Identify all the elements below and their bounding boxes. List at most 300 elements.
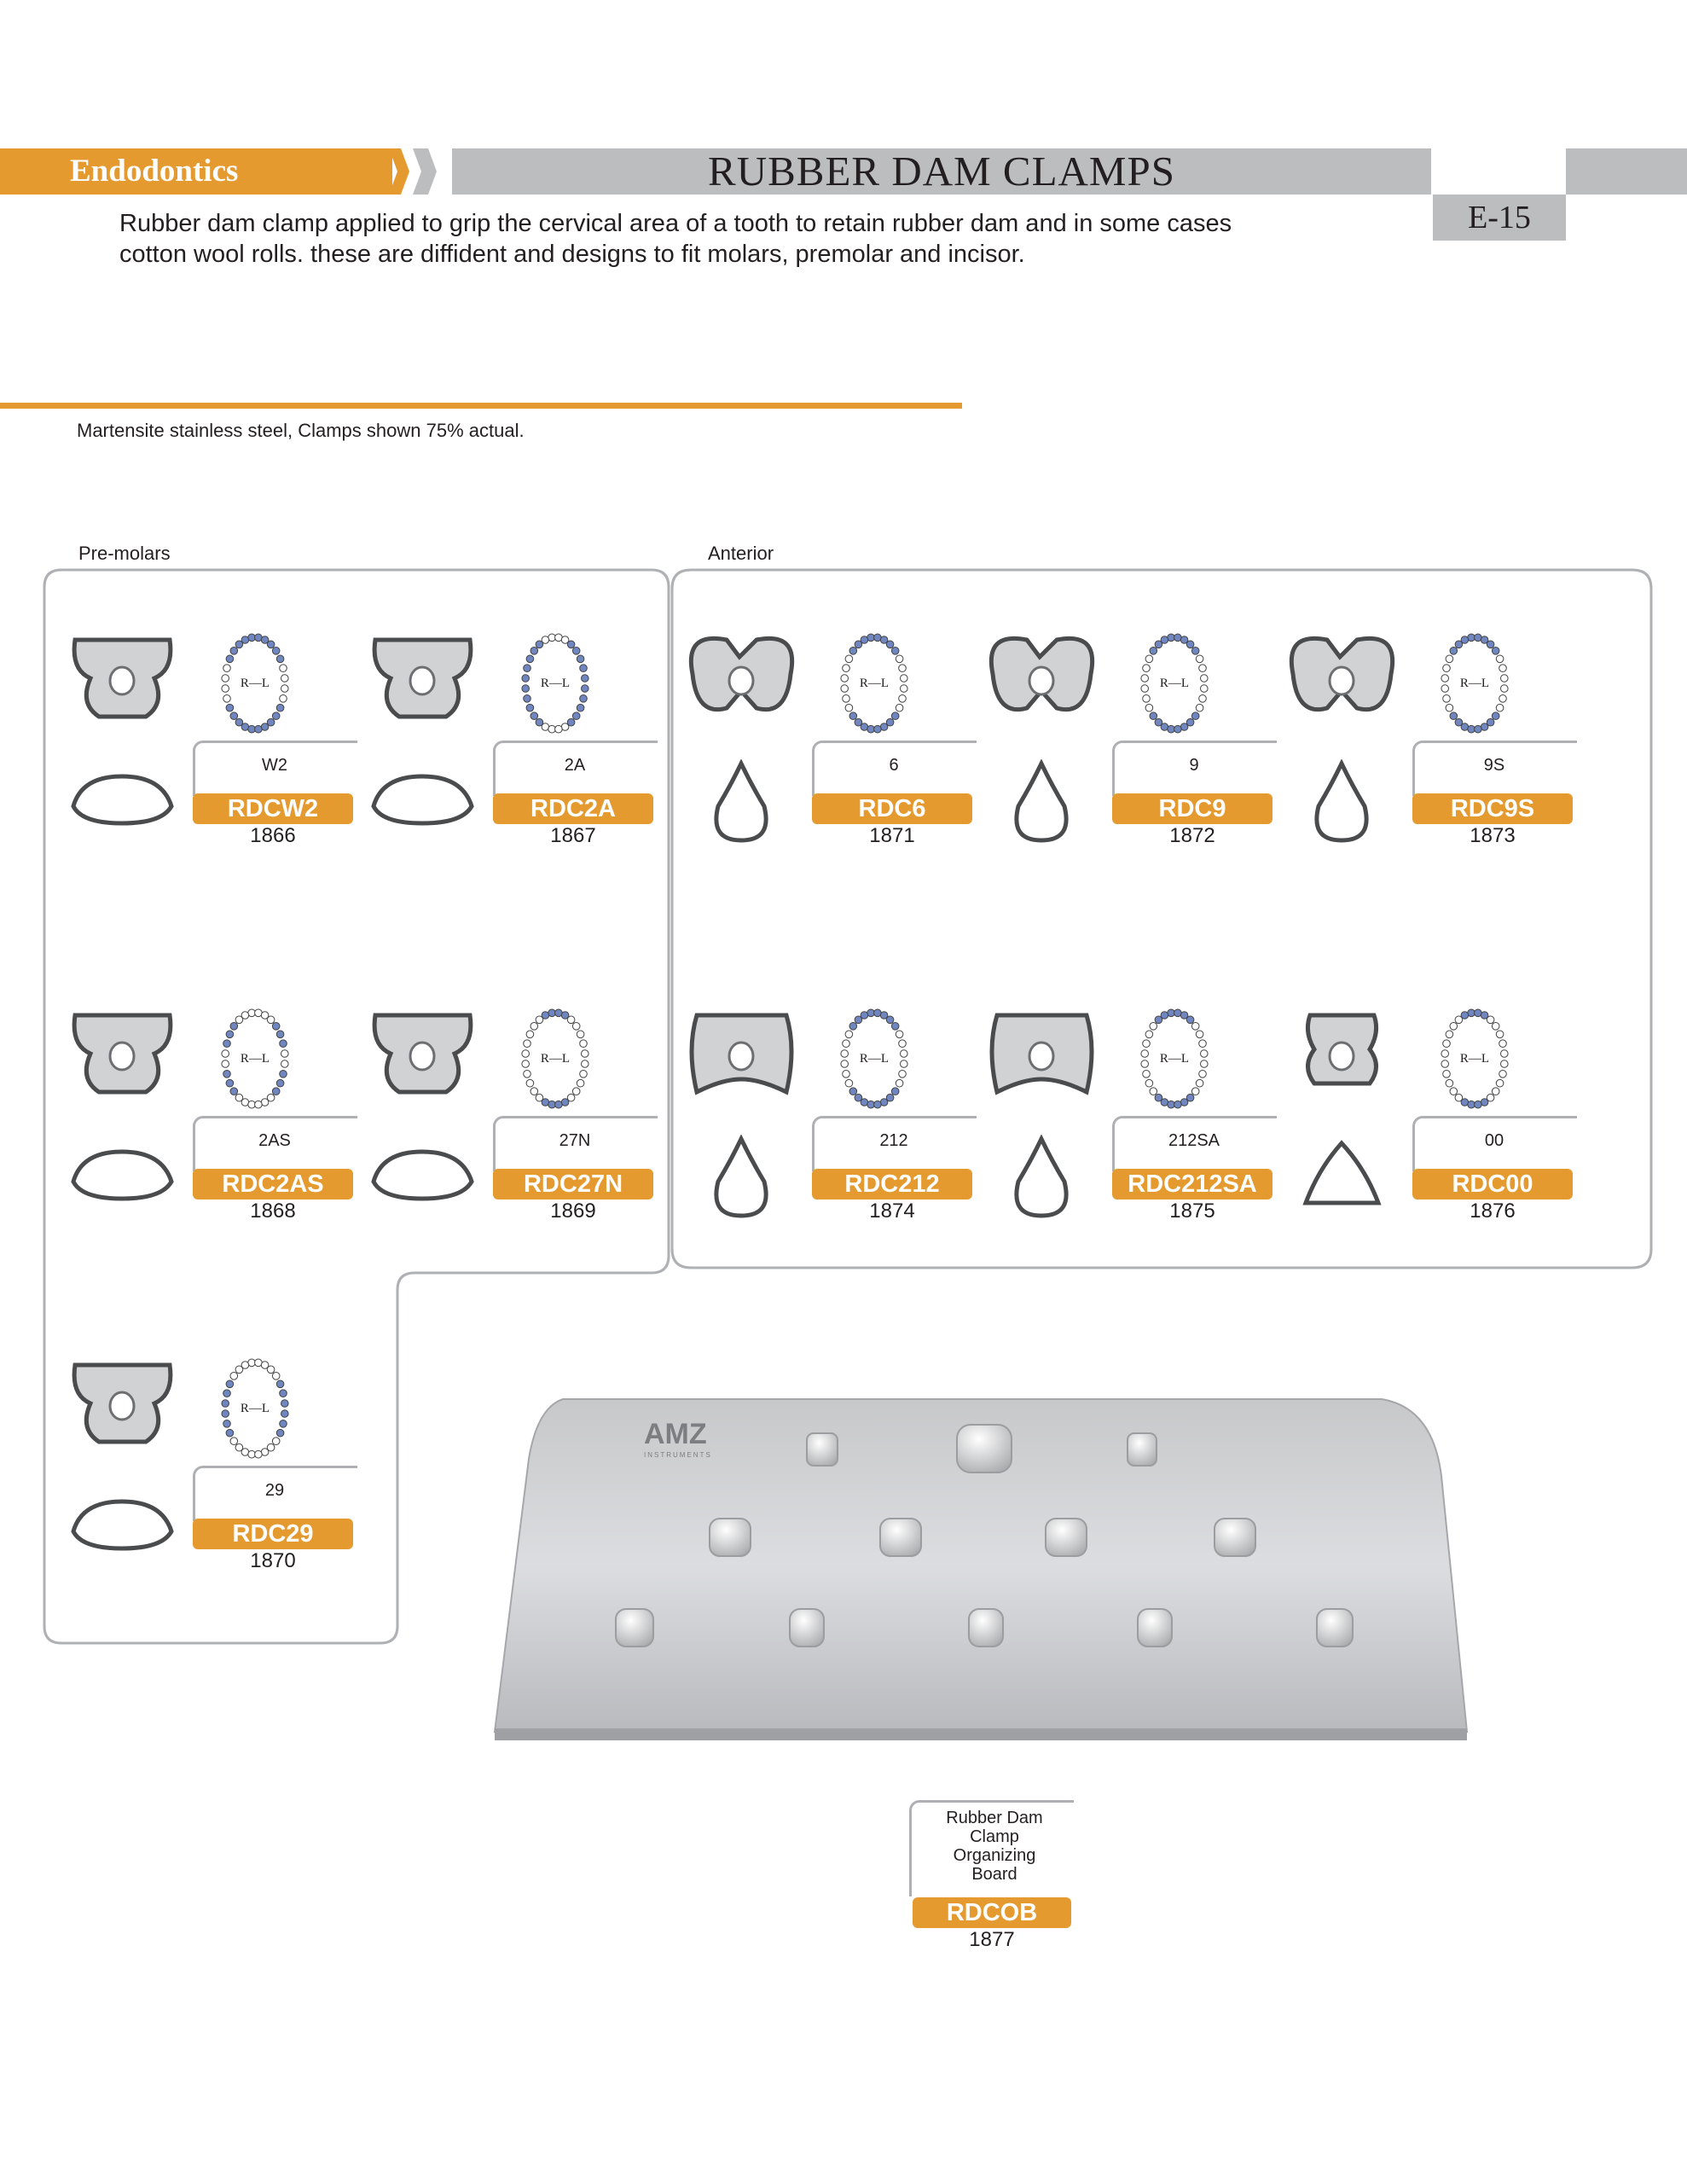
- tooth: [1191, 648, 1199, 655]
- tooth: [235, 1016, 243, 1024]
- board-label-line: Board: [971, 1865, 1017, 1884]
- clamp-side-view-image: [365, 1135, 480, 1220]
- tooth: [280, 665, 287, 672]
- tooth: [1143, 1040, 1151, 1048]
- tooth: [896, 704, 903, 712]
- tooth: [276, 1429, 284, 1437]
- tooth: [524, 1040, 531, 1048]
- tooth: [580, 665, 588, 672]
- tooth: [267, 1016, 275, 1024]
- item-number: 1875: [1169, 1199, 1215, 1223]
- clamp-image: [1284, 998, 1400, 1109]
- tooth: [901, 685, 908, 693]
- tooth: [1143, 1071, 1151, 1078]
- clamp-size-label: 212SA: [1168, 1131, 1220, 1150]
- tooth: [891, 648, 899, 655]
- tooth: [555, 725, 563, 733]
- tooth: [276, 1031, 284, 1038]
- tooth: [1191, 1088, 1199, 1095]
- tooth: [530, 712, 538, 720]
- tooth: [899, 1071, 907, 1078]
- tooth: [223, 665, 231, 672]
- tooth: [1201, 675, 1209, 682]
- tooth: [845, 655, 853, 663]
- tooth: [536, 641, 543, 648]
- tooth: [267, 1366, 275, 1374]
- product-code-badge: RDCOB: [913, 1897, 1071, 1928]
- dental-arch-diagram: [1136, 630, 1213, 737]
- dental-arch-diagram: [1136, 1005, 1213, 1112]
- tooth: [1141, 675, 1149, 682]
- tooth: [855, 1016, 862, 1024]
- tooth: [843, 1071, 850, 1078]
- tooth: [1441, 1050, 1449, 1058]
- tooth: [1174, 1101, 1182, 1108]
- tooth: [1443, 695, 1451, 703]
- tooth: [280, 1040, 287, 1048]
- arch-side-label: R—L: [1159, 677, 1190, 690]
- tooth: [255, 1101, 263, 1108]
- tooth: [1441, 1060, 1449, 1068]
- product-code-badge: RDC9S: [1412, 793, 1573, 824]
- tooth: [230, 1023, 238, 1031]
- item-number: 1868: [250, 1199, 296, 1223]
- dental-arch-diagram: [217, 1355, 293, 1462]
- tooth: [1475, 1101, 1482, 1108]
- tooth: [1450, 1023, 1458, 1031]
- tooth: [1145, 655, 1153, 663]
- tooth: [1499, 1071, 1507, 1078]
- tooth: [230, 1438, 238, 1445]
- tooth: [582, 1060, 589, 1068]
- clamp-size-label: 6: [889, 756, 899, 775]
- product-code-badge: RDC212: [812, 1169, 972, 1199]
- page-code: E-15: [1433, 195, 1566, 241]
- tooth: [1150, 1023, 1157, 1031]
- product-card: [365, 998, 665, 1254]
- tooth: [1496, 655, 1504, 663]
- board-label: [914, 1809, 1075, 1884]
- tooth: [222, 1400, 229, 1408]
- tooth: [1441, 675, 1449, 682]
- tooth: [886, 1016, 894, 1024]
- tooth: [1492, 712, 1499, 720]
- tooth: [1145, 704, 1153, 712]
- tooth: [901, 675, 908, 682]
- tooth: [235, 1366, 243, 1374]
- tooth: [223, 1390, 231, 1397]
- tooth: [855, 641, 862, 648]
- board-product: [909, 1800, 1080, 1954]
- clamp-size-label: W2: [262, 756, 287, 775]
- tooth: [1496, 1031, 1504, 1038]
- tooth: [1492, 1023, 1499, 1031]
- tooth: [841, 1060, 849, 1068]
- tooth: [1145, 1079, 1153, 1087]
- tooth: [272, 648, 280, 655]
- tooth: [891, 1023, 899, 1031]
- tooth: [223, 1071, 231, 1078]
- tooth: [1141, 1050, 1149, 1058]
- tooth: [1501, 1050, 1509, 1058]
- product-card: [684, 623, 984, 879]
- tooth: [281, 685, 289, 693]
- tooth: [582, 685, 589, 693]
- tooth: [281, 1400, 289, 1408]
- tooth: [235, 641, 243, 648]
- dental-arch-diagram: [217, 630, 293, 737]
- arch-side-label: R—L: [1459, 677, 1490, 690]
- dental-arch-diagram: [517, 630, 594, 737]
- product-code-badge: RDCW2: [193, 793, 353, 824]
- tooth: [223, 695, 231, 703]
- arch-side-label: R—L: [859, 1052, 890, 1066]
- tooth: [1499, 665, 1507, 672]
- clamp-image: [984, 623, 1099, 734]
- tooth: [524, 665, 531, 672]
- clamp-image: [365, 998, 480, 1109]
- tooth: [223, 1040, 231, 1048]
- page-title: RUBBER DAM CLAMPS: [708, 148, 1175, 195]
- tooth: [843, 665, 850, 672]
- tooth: [1150, 1088, 1157, 1095]
- tooth: [1141, 685, 1149, 693]
- product-card: [65, 998, 365, 1254]
- product-card: [984, 623, 1284, 879]
- board-label-line: Rubber Dam: [946, 1809, 1043, 1827]
- tooth: [577, 1079, 584, 1087]
- tooth: [222, 675, 229, 682]
- tooth: [1150, 648, 1157, 655]
- tooth: [1441, 685, 1449, 693]
- tooth: [1186, 641, 1194, 648]
- board-label-line: Clamp: [970, 1827, 1019, 1846]
- product-code-badge: RDC2AS: [193, 1169, 353, 1199]
- item-number: 1876: [1470, 1199, 1516, 1223]
- tooth: [1443, 1040, 1451, 1048]
- item-number: 1873: [1470, 824, 1516, 847]
- product-code-badge: RDC9: [1112, 793, 1272, 824]
- tooth: [272, 1438, 280, 1445]
- tooth: [276, 655, 284, 663]
- dental-arch-diagram: [517, 1005, 594, 1112]
- tooth: [896, 655, 903, 663]
- tooth: [580, 1071, 588, 1078]
- tooth: [899, 695, 907, 703]
- tooth: [255, 725, 263, 733]
- section-label: Endodontics: [70, 154, 239, 189]
- tooth: [280, 695, 287, 703]
- tooth: [272, 1088, 280, 1095]
- tooth: [1499, 1040, 1507, 1048]
- tooth: [281, 675, 289, 682]
- tooth: [582, 1050, 589, 1058]
- tooth: [1201, 685, 1209, 693]
- clamp-side-view-image: [684, 759, 799, 845]
- tooth: [522, 685, 530, 693]
- tooth: [222, 1410, 229, 1418]
- product-card: [684, 998, 984, 1254]
- tooth: [1186, 1016, 1194, 1024]
- tooth: [572, 1088, 580, 1095]
- product-code-badge: RDC6: [812, 793, 972, 824]
- tooth: [577, 704, 584, 712]
- tooth: [572, 1023, 580, 1031]
- tooth: [1450, 1088, 1458, 1095]
- tooth: [899, 665, 907, 672]
- product-card: [1284, 623, 1585, 879]
- item-number: 1870: [250, 1549, 296, 1572]
- product-card: [65, 1348, 365, 1604]
- tooth: [845, 1079, 853, 1087]
- organizing-board-image: [486, 1391, 1475, 1749]
- tooth: [1155, 1016, 1162, 1024]
- tooth: [891, 712, 899, 720]
- clamp-size-label: 29: [264, 1481, 285, 1500]
- product-code-badge: RDC00: [1412, 1169, 1573, 1199]
- tooth: [276, 1380, 284, 1388]
- tooth: [567, 641, 575, 648]
- tooth: [1201, 1060, 1209, 1068]
- premolars-label: Pre-molars: [78, 543, 171, 564]
- tooth: [281, 1050, 289, 1058]
- product-card: [1284, 998, 1585, 1254]
- tooth: [899, 1040, 907, 1048]
- anterior-label: Anterior: [708, 543, 774, 564]
- tooth: [226, 704, 234, 712]
- tooth: [577, 1031, 584, 1038]
- tooth: [1155, 641, 1162, 648]
- tooth: [874, 1101, 882, 1108]
- dental-arch-diagram: [836, 630, 913, 737]
- tooth: [280, 1420, 287, 1428]
- tooth: [522, 675, 530, 682]
- tooth: [1199, 665, 1207, 672]
- tooth: [530, 1023, 538, 1031]
- board-logo-sub: INSTRUMENTS: [644, 1451, 712, 1459]
- tooth: [222, 1050, 229, 1058]
- tooth: [891, 1088, 899, 1095]
- board-logo: AMZ: [644, 1418, 707, 1450]
- tooth: [1496, 1079, 1504, 1087]
- product-code-badge: RDC29: [193, 1519, 353, 1549]
- arch-side-label: R—L: [540, 1052, 571, 1066]
- tooth: [226, 1380, 234, 1388]
- item-number: 1874: [869, 1199, 915, 1223]
- tooth: [1196, 1079, 1203, 1087]
- clamp-image: [684, 998, 799, 1109]
- dental-arch-diagram: [836, 1005, 913, 1112]
- tooth: [222, 1060, 229, 1068]
- tooth: [267, 641, 275, 648]
- dental-arch-diagram: [1436, 1005, 1513, 1112]
- product-card: [984, 998, 1284, 1254]
- divider: [0, 403, 962, 409]
- tooth: [280, 1071, 287, 1078]
- clamp-side-view-image: [65, 1135, 180, 1220]
- tooth: [582, 675, 589, 682]
- clamp-size-label: 27N: [559, 1131, 591, 1150]
- tooth: [530, 648, 538, 655]
- tooth: [1501, 685, 1509, 693]
- tooth: [1446, 704, 1453, 712]
- tooth: [272, 1023, 280, 1031]
- material-note: Martensite stainless steel, Clamps shown 75% actual.: [77, 420, 525, 441]
- arch-side-label: R—L: [1459, 1052, 1490, 1066]
- clamp-side-view-image: [984, 759, 1099, 845]
- tooth: [1191, 712, 1199, 720]
- tooth: [886, 641, 894, 648]
- tooth: [572, 648, 580, 655]
- tooth: [526, 1079, 534, 1087]
- tooth: [223, 1420, 231, 1428]
- tooth: [1141, 1060, 1149, 1068]
- tooth: [1487, 1016, 1494, 1024]
- tooth: [230, 1088, 238, 1095]
- clamp-size-label: 9: [1189, 756, 1199, 775]
- intro-text: [119, 208, 1399, 270]
- tooth: [841, 675, 849, 682]
- tooth: [1443, 665, 1451, 672]
- tooth: [1196, 1031, 1203, 1038]
- tooth: [1201, 1050, 1209, 1058]
- tooth: [849, 648, 857, 655]
- tooth: [536, 1016, 543, 1024]
- tooth: [255, 1450, 263, 1458]
- tooth: [522, 1050, 530, 1058]
- tooth: [1455, 641, 1463, 648]
- clamp-image: [65, 1348, 180, 1459]
- clamp-side-view-image: [984, 1135, 1099, 1220]
- intro-line: cotton wool rolls. these are diffident and designs to fit molars, premolar and incisor.: [119, 241, 1025, 268]
- tooth: [567, 1016, 575, 1024]
- product-code-badge: RDC212SA: [1112, 1169, 1272, 1199]
- tooth: [845, 1031, 853, 1038]
- product-code-badge: RDC27N: [493, 1169, 653, 1199]
- tooth: [530, 1088, 538, 1095]
- tooth: [1492, 648, 1499, 655]
- tooth: [1446, 655, 1453, 663]
- clamp-size-label: 00: [1484, 1131, 1504, 1150]
- clamp-side-view-image: [1284, 759, 1400, 845]
- item-number: 1866: [250, 824, 296, 847]
- arch-side-label: R—L: [540, 677, 571, 690]
- tooth: [226, 1031, 234, 1038]
- clamp-image: [65, 623, 180, 734]
- tooth: [1199, 1071, 1207, 1078]
- tooth: [524, 695, 531, 703]
- clamp-side-view-image: [365, 759, 480, 845]
- tooth: [843, 1040, 850, 1048]
- tooth: [1196, 655, 1203, 663]
- tooth: [1150, 712, 1157, 720]
- arch-side-label: R—L: [240, 1052, 270, 1066]
- tooth: [226, 1429, 234, 1437]
- tooth: [524, 1071, 531, 1078]
- tooth: [1443, 1071, 1451, 1078]
- clamp-side-view-image: [684, 1135, 799, 1220]
- clamp-side-view-image: [1284, 1135, 1400, 1220]
- tooth: [572, 712, 580, 720]
- tooth: [281, 1060, 289, 1068]
- tooth: [230, 648, 238, 655]
- tooth: [230, 712, 238, 720]
- tooth: [1475, 725, 1482, 733]
- item-number: 1871: [869, 824, 915, 847]
- tooth: [222, 685, 229, 693]
- intro-line: Rubber dam clamp applied to grip the cervical area of a tooth to retain rubber dam and in some cases: [119, 210, 1232, 237]
- tooth: [1174, 725, 1182, 733]
- tooth: [1450, 648, 1458, 655]
- tooth: [281, 1410, 289, 1418]
- item-number: 1869: [550, 1199, 596, 1223]
- clamp-image: [65, 998, 180, 1109]
- clamp-side-view-image: [65, 1484, 180, 1570]
- tooth: [849, 712, 857, 720]
- tooth: [841, 1050, 849, 1058]
- arch-side-label: R—L: [1159, 1052, 1190, 1066]
- tooth: [280, 1390, 287, 1397]
- tooth: [845, 704, 853, 712]
- arch-side-label: R—L: [240, 677, 270, 690]
- tooth: [226, 1079, 234, 1087]
- clamp-size-label: 2A: [564, 756, 586, 775]
- tooth: [1446, 1079, 1453, 1087]
- tooth: [901, 1050, 908, 1058]
- item-number: 1877: [969, 1928, 1015, 1951]
- tooth: [580, 695, 588, 703]
- tooth: [526, 704, 534, 712]
- tooth: [1499, 695, 1507, 703]
- product-card: [65, 623, 365, 879]
- tooth: [843, 695, 850, 703]
- tooth: [874, 725, 882, 733]
- tooth: [526, 1031, 534, 1038]
- tooth: [1143, 695, 1151, 703]
- tooth: [1492, 1088, 1499, 1095]
- clamp-side-view-image: [65, 759, 180, 845]
- clamp-image: [684, 623, 799, 734]
- tooth: [1199, 695, 1207, 703]
- tooth: [555, 1101, 563, 1108]
- tooth: [1446, 1031, 1453, 1038]
- tooth: [1455, 1016, 1463, 1024]
- clamp-image: [1284, 623, 1400, 734]
- header-band-right: [1566, 148, 1687, 195]
- item-number: 1872: [1169, 824, 1215, 847]
- tooth: [1145, 1031, 1153, 1038]
- tooth: [1496, 704, 1504, 712]
- clamp-image: [984, 998, 1099, 1109]
- tooth: [1199, 1040, 1207, 1048]
- tooth: [896, 1079, 903, 1087]
- clamp-size-label: 212: [879, 1131, 908, 1150]
- tooth: [849, 1023, 857, 1031]
- tooth: [1487, 641, 1494, 648]
- tooth: [272, 1373, 280, 1380]
- tooth: [522, 1060, 530, 1068]
- product-card: [365, 623, 665, 879]
- tooth: [1501, 675, 1509, 682]
- tooth: [272, 712, 280, 720]
- tooth: [841, 685, 849, 693]
- tooth: [1196, 704, 1203, 712]
- tooth: [1501, 1060, 1509, 1068]
- tooth: [580, 1040, 588, 1048]
- arch-side-label: R—L: [859, 677, 890, 690]
- tooth: [276, 704, 284, 712]
- item-number: 1867: [550, 824, 596, 847]
